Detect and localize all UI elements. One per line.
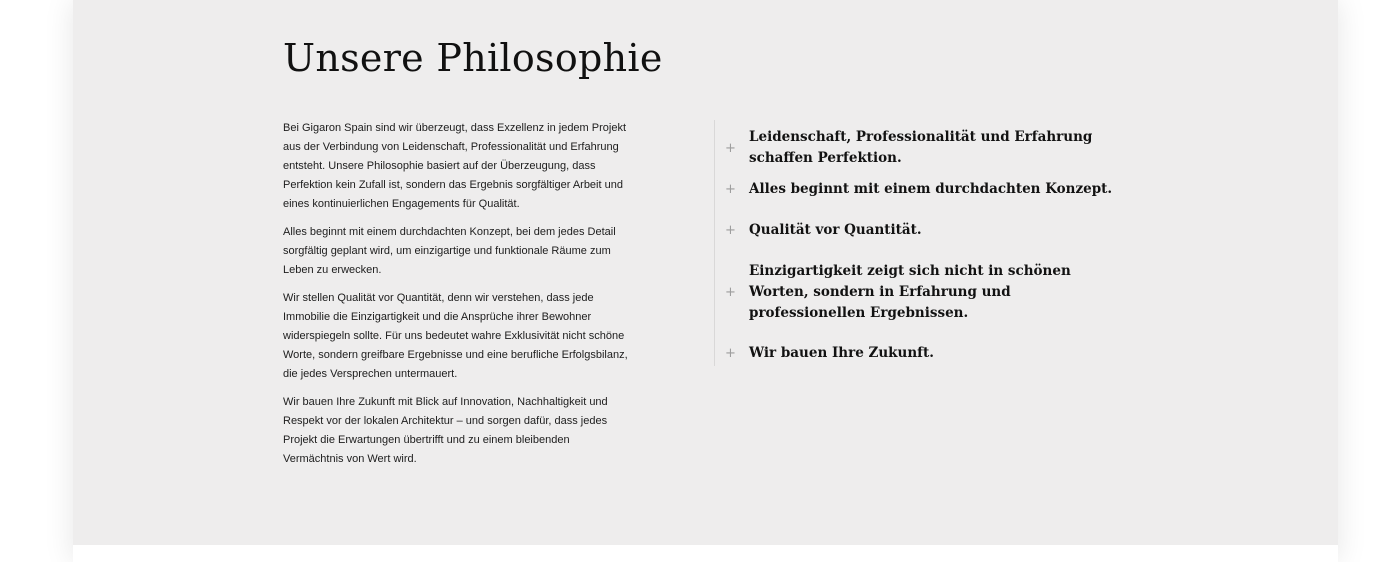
section-title: Unsere Philosophie [283,36,663,80]
list-item-text: Qualität vor Quantität. [749,222,922,238]
next-section-edge [73,545,1338,562]
principles-list [723,127,1123,373]
plus-icon: + [725,140,736,156]
list-item [723,343,1123,364]
list-item [723,127,1123,169]
philosophy-paragraph-4: Wir bauen Ihre Zukunft mit Blick auf Innovation, Nachhaltigkeit und Respekt vor der lokalen Architektur – und sorgen dafür, dass jedes Projekt die Erwartungen übertrifft und zu einem bleibenden Vermächtnis von Wert wird. [283,396,608,465]
content-card [73,0,1338,562]
plus-icon: + [725,285,736,300]
plus-icon: + [725,223,736,238]
philosophy-section [73,0,1338,545]
list-item [723,179,1123,200]
philosophy-paragraph-3: Wir stellen Qualität vor Quantität, denn wir verstehen, dass jede Immobilie die Einzigartigkeit und die Ansprüche ihrer Bewohner widerspiegeln sollte. Für uns bedeutet wahre Exklusivität nicht schöne Worte, sondern greifbare Ergebnisse und eine berufliche Erfolgsbilanz, die jedes Versprechen untermauert. [283,292,628,380]
plus-icon: + [725,346,736,361]
philosophy-paragraph-1: Bei Gigaron Spain sind wir überzeugt, dass Exzellenz in jedem Projekt aus der Verbindung von Leidenschaft, Professionalität und Erfahrung entsteht. Unsere Philosophie basiert auf der Überzeugung, dass Perfektion kein Zufall ist, sondern das Ergebnis sorgfältiger Arbeit und eines kontinuierlichen Engagements für Qualität. [283,122,627,210]
list-item [723,261,1123,324]
list-item-text: Alles beginnt mit einem durchdachten Konzept. [749,181,1113,197]
list-item-text: Wir bauen Ihre Zukunft. [749,345,934,361]
list-item-text: Einzigartigkeit zeigt sich nicht in schönen Worten, sondern in Erfahrung und professionellen Ergebnissen. [749,263,1071,321]
list-item-text: Leidenschaft, Professionalität und Erfahrung schaffen Perfektion. [749,129,1093,166]
plus-icon: + [725,182,736,197]
philosophy-paragraph-2: Alles beginnt mit einem durchdachten Konzept, bei dem jedes Detail sorgfältig geplant wird, um einzigartige und funktionale Räume zum Leben zu erwecken. [283,226,616,276]
list-item [723,220,1123,241]
column-divider [714,120,715,366]
philosophy-text-column [283,119,628,478]
